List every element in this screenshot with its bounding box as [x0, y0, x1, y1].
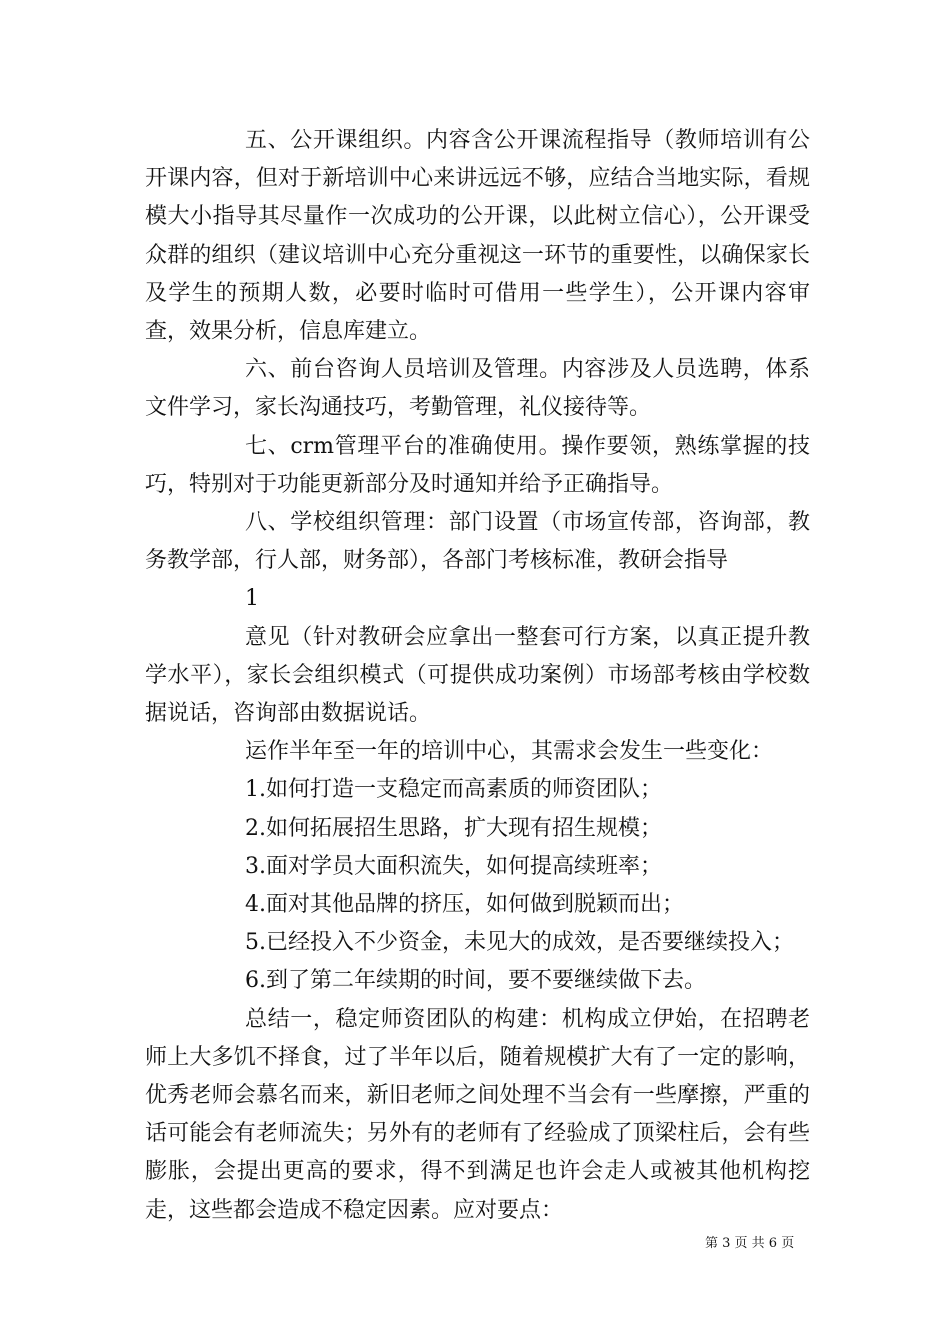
- list-item: 3.面对学员大面积流失，如何提高续班率；: [245, 853, 662, 879]
- list-item: 5.已经投入不少资金，未见大的成效，是否要继续投入；: [245, 930, 794, 956]
- list-item: 2.如何拓展招生思路，扩大现有招生规模；: [245, 815, 662, 841]
- paragraph-summary: 总结一，稳定师资团队的构建：机构成立伊始，在招聘老师上大多饥不择食，过了半年以后，随着规模扩大有了一定的影响，优秀老师会慕名而来，新旧老师之间处理不当会有一些摩擦，严重的话可能会有老师流失；另外有的老师有了经验成了顶梁柱后，会有些膨胀，会提出更高的要求，得不到满足也许会走人或被其他机构挖走，这些都会造成不稳定因素。应对要点：: [145, 1006, 810, 1223]
- paragraph-front-desk: 六、前台咨询人员培训及管理。内容涉及人员选聘，体系文件学习，家长沟通技巧，考勤管理，礼仪接待等。: [145, 357, 810, 421]
- document-body: [145, 122, 810, 1230]
- paragraph-needs-intro: 运作半年至一年的培训中心，其需求会发生一些变化：: [245, 739, 774, 765]
- paragraph-number: 1: [245, 586, 259, 612]
- paragraph-school-management: 八、学校组织管理：部门设置（市场宣传部，咨询部，教务教学部，行人部，财务部），各部门考核标准，教研会指导: [145, 510, 810, 574]
- list-item: 1.如何打造一支稳定而高素质的师资团队；: [245, 777, 662, 803]
- paragraph-public-class: 五、公开课组织。内容含公开课流程指导（教师培训有公开课内容，但对于新培训中心来讲远远不够，应结合当地实际，看规模大小指导其尽量作一次成功的公开课，以此树立信心），公开课受众群的组织（建议培训中心充分重视这一环节的重要性，以确保家长及学生的预期人数，必要时临时可借用一些学生），公开课内容审查，效果分析，信息库建立。: [145, 128, 810, 345]
- paragraph-crm: 七、crm管理平台的准确使用。操作要领，熟练掌握的技巧，特别对于功能更新部分及时通知并给予正确指导。: [145, 433, 810, 497]
- list-item: 6.到了第二年续期的时间，要不要继续做下去。: [245, 968, 706, 994]
- page-number: 第 3 页 共 6 页: [705, 1236, 795, 1251]
- paragraph-opinion: 意见（针对教研会应拿出一整套可行方案，以真正提升教学水平），家长会组织模式（可提供成功案例）市场部考核由学校数据说话，咨询部由数据说话。: [145, 624, 810, 727]
- list-item: 4.面对其他品牌的挤压，如何做到脱颖而出；: [245, 892, 684, 918]
